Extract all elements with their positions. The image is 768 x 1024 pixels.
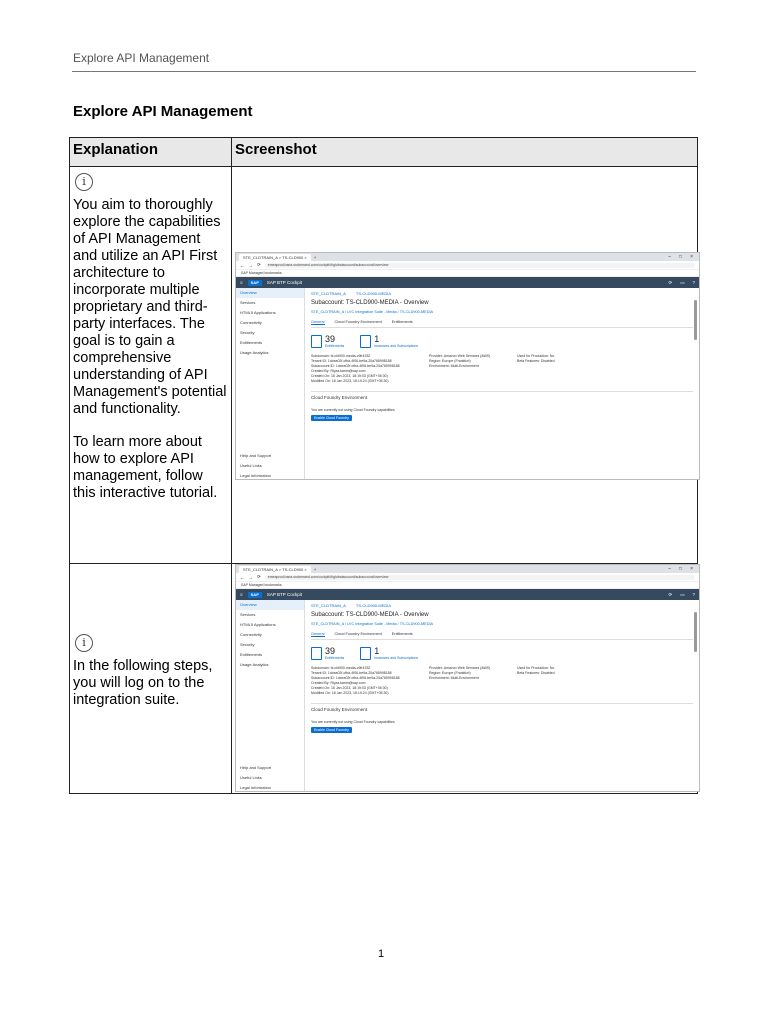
detail: Provider: Amazon Web Services (AWS)	[429, 354, 491, 358]
side-nav	[236, 288, 305, 480]
detail: Modified On: 16 Jan 2023, 18:19:24 (GMT+05:30)	[311, 379, 389, 383]
shell-bar: ≡ SAP SAP BTP Cockpit ⟳ ▭ ?	[236, 589, 699, 600]
detail: Modified On: 16 Jan 2023, 18:19:24 (GMT+05:30)	[311, 691, 389, 695]
btp-cockpit-screenshot: STE_CLDTRAIN_A > TS-CLD900 × + – □ × ← → ⟳ emeaprod.hana.ondemand.com/cockpit/#/globalaccount/subaccount/overview SAP Managed bookmarks ≡ SAP SAP BTP Cockpit ⟳ ▭ ? Overview Services HTML5 Applications Connectivity Security Entitlements Usage Analytics Help and Support Useful Links Legal Information STE_CLDTRAIN_A TS-CLD900-MEDIA Subaccount: TS-CLD900-MEDIA - Overview STE_CLDTRAIN_A / LVC Integration Suite - Media / TS-CLD900-MEDIA General Cloud Foundry Environment Entitlements 39 Entitlements 1 Instances and Subscriptions Subdomain: ts-cld900-media-c9fr4252 Provider: Amazon Web Services (AWS) Used for Production: No Tenant ID: 1dcea02f-cfba-4f06-be9a-20a765998188 Region: Europe (Frankfurt) Beta Features: Disabled Subaccount ID: 1dcea02f-cfba-4f06-be9a-20a765998188 Environment: Multi-Environment Created By: Riyaz.karim@sap.com Created On: 16 Jan 2023, 18:19:03 (GMT+05:30) Modified On: 16 Jan 2023, 18:19:24 (GMT+05:30) Cloud Foundry Environment You are currently not using Cloud Foundry capabilities Enable Cloud Foundry	[235, 252, 700, 480]
tile-value: 39	[325, 646, 336, 656]
main-pane	[305, 288, 699, 480]
detail: Beta Features: Disabled	[517, 359, 555, 363]
detail: Created By: Riyaz.karim@sap.com	[311, 369, 366, 373]
detail: Used for Production: No	[517, 354, 555, 358]
btp-cockpit-screenshot: STE_CLDTRAIN_A > TS-CLD900 × + – □ × ← → ⟳ emeaprod.hana.ondemand.com/cockpit/#/globalaccount/subaccount/overview SAP Managed bookmarks ≡ SAP SAP BTP Cockpit ⟳ ▭ ? Overview Services HTML5 Applications Connectivity Security Entitlements Usage Analytics Help and Support Useful Links Legal Information STE_CLDTRAIN_A TS-CLD900-MEDIA Subaccount: TS-CLD900-MEDIA - Overview STE_CLDTRAIN_A / LVC Integration Suite - Media / TS-CLD900-MEDIA General Cloud Foundry Environment Entitlements 39 Entitlements 1 Instances and Subscriptions Subdomain: ts-cld900-media-c9fr4252 Provider: Amazon Web Services (AWS) Used for Production: No Tenant ID: 1dcea02f-cfba-4f06-be9a-20a765998188 Region: Europe (Frankfurt) Beta Features: Disabled Subaccount ID: 1dcea02f-cfba-4f06-be9a-20a765998188 Environment: Multi-Environment Created By: Riyaz.karim@sap.com Created On: 16 Jan 2023, 18:19:03 (GMT+05:30) Modified On: 16 Jan 2023, 18:19:24 (GMT+05:30) Cloud Foundry Environment You are currently not using Cloud Foundry capabilities Enable Cloud Foundry	[235, 564, 700, 792]
tutorial-paragraph: To learn more about how to explore API management, follow this interactive tutorial.	[73, 434, 218, 501]
overview-heading: Subaccount: TS-CLD900-MEDIA - Overview	[311, 300, 429, 306]
shell-title: SAP BTP Cockpit	[266, 280, 302, 285]
tile-label: Instances and Subscriptions	[374, 656, 419, 660]
sap-logo: SAP	[248, 592, 262, 598]
screenshot-cell	[232, 167, 698, 564]
tile-label: Instances and Subscriptions	[374, 344, 419, 348]
detail: Created On: 16 Jan 2023, 18:19:03 (GMT+05:30)	[311, 686, 388, 690]
tab-cloud-foundry: Cloud Foundry Environment	[334, 320, 382, 324]
bookmarks-bar: SAP Managed bookmarks	[236, 582, 699, 589]
detail: Subdomain: ts-cld900-media-c9fr4252	[311, 354, 371, 358]
info-icon: i	[75, 634, 93, 652]
explanation-cell	[70, 167, 232, 564]
nav-item: Services	[240, 612, 256, 617]
shell-bar: ≡ SAP SAP BTP Cockpit ⟳ ▭ ?	[236, 277, 699, 288]
nav-item: Security	[240, 330, 255, 335]
detail: Created By: Riyaz.karim@sap.com	[311, 681, 366, 685]
explanation-paragraph: In the following steps, you will log on to the integration suite.	[73, 658, 213, 708]
scrollbar	[694, 612, 697, 652]
subaccount-crumb: TS-CLD900-MEDIA	[355, 290, 392, 296]
global-account-crumb: STE_CLDTRAIN_A	[311, 290, 346, 296]
table-row	[70, 564, 698, 794]
detail: Environment: Multi-Environment	[429, 364, 479, 368]
entitlements-icon	[311, 647, 322, 660]
screenshot-cell	[232, 564, 698, 794]
enable-cf-button: Enable Cloud Foundry	[311, 415, 352, 421]
bookmarks-bar: SAP Managed bookmarks	[236, 270, 699, 277]
details-grid	[311, 666, 693, 695]
nav-item: Entitlements	[240, 652, 263, 657]
detail: Tenant ID: 1dcea02f-cfba-4f06-be9a-20a765998188	[311, 359, 392, 363]
explanation-paragraph: You aim to thoroughly explore the capabilities of API Management and utilize an API First architecture to incorporate multiple proprietary and third-party interfaces. The goal is to gain a comprehensive understanding of API Management's potential and functionality.	[73, 197, 227, 417]
nav-item: Legal Information	[240, 473, 271, 478]
detail: Region: Europe (Frankfurt)	[429, 671, 471, 675]
nav-item: Legal Information	[240, 785, 271, 790]
detail: Tenant ID: 1dcea02f-cfba-4f06-be9a-20a765998188	[311, 671, 392, 675]
detail: Region: Europe (Frankfurt)	[429, 359, 471, 363]
nav-item: HTML5 Applications	[240, 310, 276, 315]
instances-icon	[360, 335, 371, 348]
nav-item: Security	[240, 642, 255, 647]
cf-message: You are currently not using Cloud Foundry capabilities	[311, 408, 395, 412]
shell-title: SAP BTP Cockpit	[266, 592, 302, 597]
nav-item: Usage Analytics	[240, 350, 269, 355]
scrollbar	[694, 300, 697, 340]
nav-item: Usage Analytics	[240, 662, 269, 667]
explanation-cell	[70, 564, 232, 794]
info-icon: i	[75, 173, 93, 191]
document-title: Explore API Management	[73, 103, 253, 120]
browser-tab: STE_CLDTRAIN_A > TS-CLD900 ×	[239, 566, 311, 573]
overview-heading: Subaccount: TS-CLD900-MEDIA - Overview	[311, 612, 429, 618]
content-table	[69, 137, 698, 794]
side-nav	[236, 600, 305, 792]
nav-item: Connectivity	[240, 320, 262, 325]
nav-item: Overview	[236, 600, 304, 610]
detail: Created On: 16 Jan 2023, 18:19:03 (GMT+05:30)	[311, 374, 388, 378]
entitlements-icon	[311, 335, 322, 348]
detail: Subdomain: ts-cld900-media-c9fr4252	[311, 666, 371, 670]
detail: Environment: Multi-Environment	[429, 676, 479, 680]
instances-icon	[360, 647, 371, 660]
header-screenshot: Screenshot	[232, 138, 698, 167]
header-explanation: Explanation	[70, 138, 232, 167]
nav-item: Connectivity	[240, 632, 262, 637]
detail: Beta Features: Disabled	[517, 671, 555, 675]
sap-logo: SAP	[248, 280, 262, 286]
tab-general: General	[311, 320, 325, 324]
path-crumbs: STE_CLDTRAIN_A / LVC Integration Suite - Media / TS-CLD900-MEDIA	[311, 622, 434, 626]
global-account-crumb: STE_CLDTRAIN_A	[311, 602, 346, 608]
url-bar: emeaprod.hana.ondemand.com/cockpit/#/globalaccount/subaccount/overview	[265, 263, 695, 268]
browser-tab: STE_CLDTRAIN_A > TS-CLD900 ×	[239, 254, 311, 261]
path-crumbs: STE_CLDTRAIN_A / LVC Integration Suite - Media / TS-CLD900-MEDIA	[311, 310, 434, 314]
tab-entitlements: Entitlements	[391, 320, 413, 324]
nav-item: Help and Support	[240, 453, 272, 458]
tab-entitlements: Entitlements	[391, 632, 413, 636]
enable-cf-button: Enable Cloud Foundry	[311, 727, 352, 733]
nav-item: Services	[240, 300, 256, 305]
nav-item: Useful Links	[240, 463, 262, 468]
nav-item: Help and Support	[240, 765, 272, 770]
cf-section-title: Cloud Foundry Environment	[311, 703, 693, 712]
tile-value: 1	[374, 646, 380, 656]
tile-label: Entitlements	[325, 344, 345, 348]
tile-value: 1	[374, 334, 380, 344]
subaccount-crumb: TS-CLD900-MEDIA	[355, 602, 392, 608]
nav-item: Useful Links	[240, 775, 262, 780]
nav-item: HTML5 Applications	[240, 622, 276, 627]
tab-general: General	[311, 632, 325, 636]
header-rule	[72, 71, 696, 72]
running-header: Explore API Management	[73, 51, 210, 65]
detail: Used for Production: No	[517, 666, 555, 670]
cf-message: You are currently not using Cloud Foundry capabilities	[311, 720, 395, 724]
detail: Provider: Amazon Web Services (AWS)	[429, 666, 491, 670]
page-number: 1	[378, 948, 385, 960]
details-grid	[311, 354, 693, 383]
detail: Subaccount ID: 1dcea02f-cfba-4f06-be9a-20a765998188	[311, 364, 400, 368]
tab-cloud-foundry: Cloud Foundry Environment	[334, 632, 382, 636]
url-bar: emeaprod.hana.ondemand.com/cockpit/#/globalaccount/subaccount/overview	[265, 575, 695, 580]
table-header-row	[70, 138, 698, 167]
nav-item: Overview	[236, 288, 304, 298]
nav-item: Entitlements	[240, 340, 263, 345]
main-pane	[305, 600, 699, 792]
table-row	[70, 167, 698, 564]
tile-label: Entitlements	[325, 656, 345, 660]
detail: Subaccount ID: 1dcea02f-cfba-4f06-be9a-20a765998188	[311, 676, 400, 680]
cf-section-title: Cloud Foundry Environment	[311, 391, 693, 400]
tile-value: 39	[325, 334, 336, 344]
